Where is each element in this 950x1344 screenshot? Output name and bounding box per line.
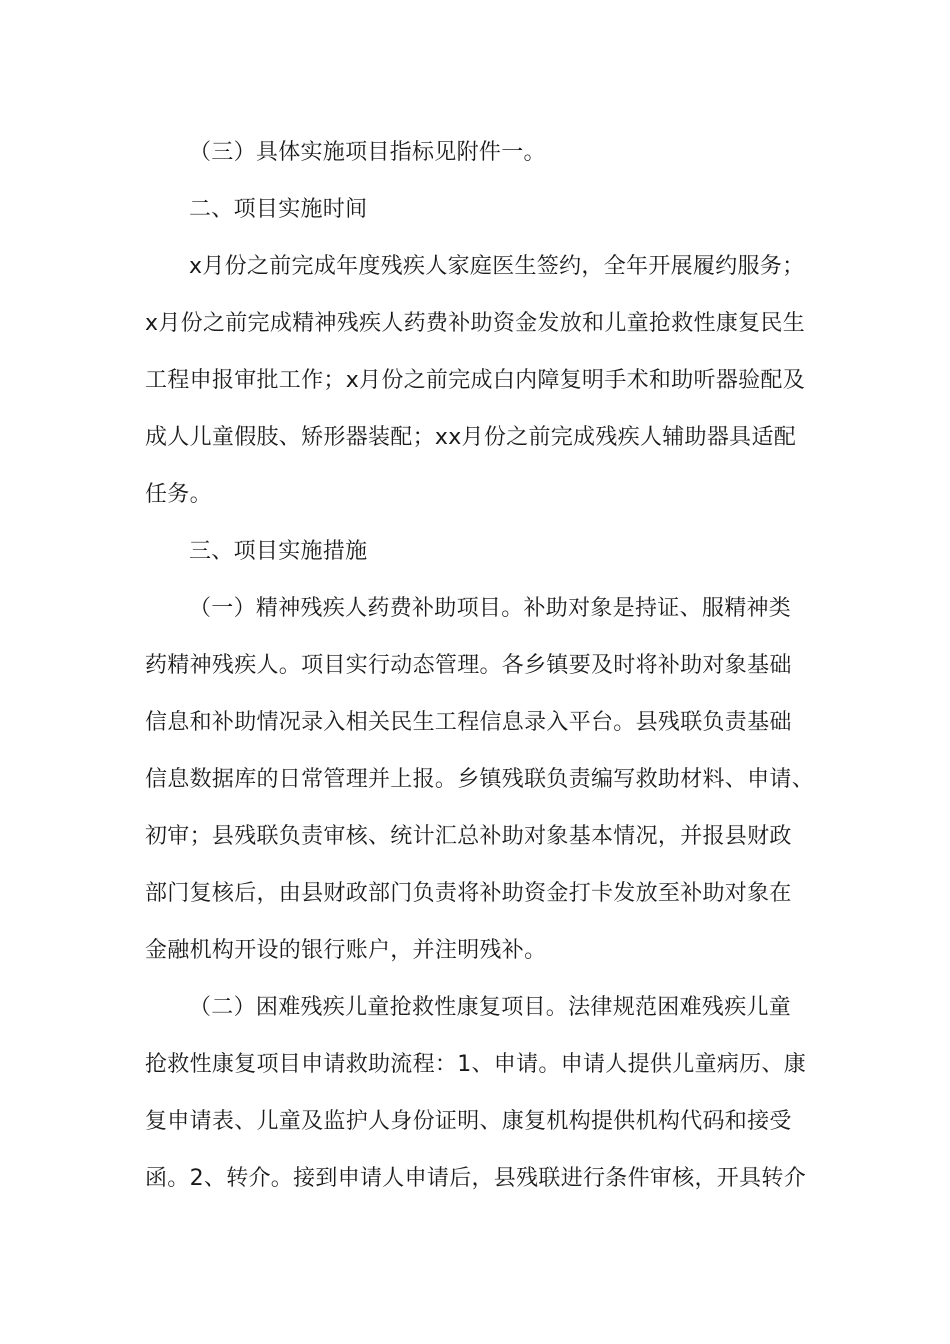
paragraph-line: 工程申报审批工作；x月份之前完成白内障复明手术和助听器验配及 (145, 368, 806, 393)
paragraph-line: 部门复核后，由县财政部门负责将补助资金打卡发放至补助对象在 (145, 881, 792, 906)
paragraph-line: 药精神残疾人。项目实行动态管理。各乡镇要及时将补助对象基础 (145, 653, 792, 678)
section-heading: 三、项目实施措施 (189, 539, 368, 564)
paragraph-line: 任务。 (145, 482, 212, 507)
paragraph-line: 抢救性康复项目申请救助流程：1、申请。申请人提供儿童病历、康 (145, 1052, 806, 1077)
paragraph-line: 金融机构开设的银行账户，并注明残补。 (145, 938, 547, 963)
paragraph-line: x月份之前完成年度残疾人家庭医生签约，全年开展履约服务； (189, 254, 805, 279)
paragraph-line: x月份之前完成精神残疾人药费补助资金发放和儿童抢救性康复民生 (145, 311, 806, 336)
paragraph-line: 成人儿童假肢、矫形器装配；xx月份之前完成残疾人辅助器具适配 (145, 425, 797, 450)
paragraph-line: 初审；县残联负责审核、统计汇总补助对象基本情况，并报县财政 (145, 824, 792, 849)
section-heading: 二、项目实施时间 (189, 197, 368, 222)
paragraph-line: 函。2、转介。接到申请人申请后，县残联进行条件审核，开具转介 (145, 1166, 806, 1191)
paragraph-line: 复申请表、儿童及监护人身份证明、康复机构提供机构代码和接受 (145, 1109, 792, 1134)
paragraph-line: 信息和补助情况录入相关民生工程信息录入平台。县残联负责基础 (145, 710, 792, 735)
paragraph-line: （一）精神残疾人药费补助项目。补助对象是持证、服精神类 (189, 596, 792, 621)
paragraph-line: （二）困难残疾儿童抢救性康复项目。法律规范困难残疾儿童 (189, 995, 792, 1020)
paragraph-line: 信息数据库的日常管理并上报。乡镇残联负责编写救助材料、申请、 (145, 767, 815, 792)
paragraph-line: （三）具体实施项目指标见附件一。 (189, 140, 546, 165)
